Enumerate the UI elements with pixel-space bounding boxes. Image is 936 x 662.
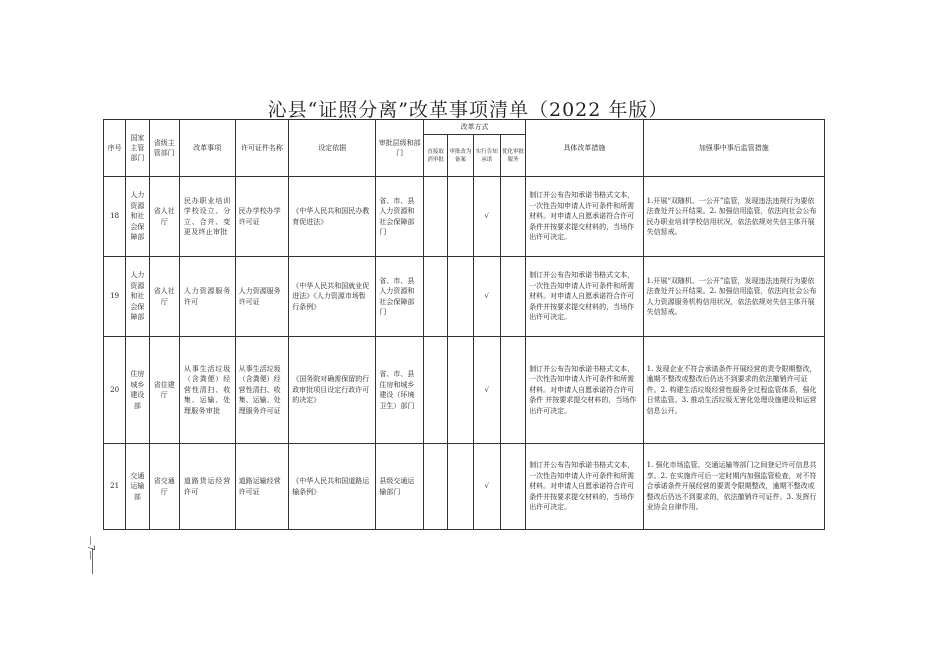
cell-national: 住房城乡建设部	[126, 337, 149, 444]
header-supervision: 加强事中事后监管措施	[643, 120, 824, 177]
cell-provincial: 省人社厅	[149, 257, 179, 337]
header-method-promise: 实行告知承诺	[473, 135, 500, 177]
cell-mark-cancel	[423, 257, 447, 337]
header-item: 改革事项	[179, 120, 235, 177]
header-license-name: 许可证件名称	[235, 120, 289, 177]
cell-basis: 《中华人民共和国就业促进法》《人力资源市场暂行条例》	[289, 257, 376, 337]
header-basis: 设定依据	[289, 120, 376, 177]
table-row	[104, 177, 825, 257]
cell-mark-promise: √	[473, 257, 500, 337]
cell-mark-promise: √	[473, 177, 500, 257]
cell-item: 道路货运经营许可	[179, 444, 235, 530]
cell-supervision: 1. 发现企业不符合承诺条件开展经营的责令限期整改，逾期不整改或整改后仍达不到要求的依法撤销许可证件。2. 构建生活垃圾经营性服务全过程监管体系，强化日常监管。3. 推动生活垃圾无害化处理设施建设和运营信息公开。	[643, 337, 824, 444]
cell-mark-optimize	[500, 257, 525, 337]
cell-measures: 制订并公布告知承诺书格式文本，一次性告知申请人许可条件和所需材料。对申请人自愿承诺符合许可条件并按要求提交材料的，当场作出许可决定。	[526, 257, 643, 337]
cell-mark-optimize	[500, 337, 525, 444]
cell-basis: 《中华人民共和国道路运输条例》	[289, 444, 376, 530]
cell-level: 省、市、县人力资源和社会保障部门	[376, 177, 424, 257]
reform-items-table	[103, 119, 825, 530]
cell-item: 人力资源服务许可	[179, 257, 235, 337]
header-method-optimize: 优化审批服务	[500, 135, 525, 177]
cell-mark-record	[448, 257, 473, 337]
cell-national: 交通运输部	[126, 444, 149, 530]
cell-level: 省、市、县住房和城乡建设（环境卫生）部门	[376, 337, 424, 444]
cell-mark-optimize	[500, 444, 525, 530]
cell-national: 人力资源和社会保障部	[126, 257, 149, 337]
cell-mark-promise: √	[473, 337, 500, 444]
cell-mark-cancel	[423, 177, 447, 257]
cell-item: 从事生活垃圾（含粪便）经营性清扫、收集、运输、处理服务审批	[179, 337, 235, 444]
header-method-record: 审批改为备案	[448, 135, 473, 177]
cell-seq: 18	[104, 177, 126, 257]
cell-seq: 21	[104, 444, 126, 530]
cell-national: 人力资源和社会保障部	[126, 177, 149, 257]
cell-supervision: 1.开展“双随机、一公开”监管，发现违法违规行为要依法查处并公开结果。2. 加强信用监管，依法向社会公布民办职业培训学校信用状况，依法依规对失信主体开展失信惩戒。	[643, 177, 824, 257]
document-title: 沁县“证照分离”改革事项清单（2022 年版）	[267, 99, 669, 121]
cell-measures: 制订并公布告知承诺书格式文本，一次性告知申请人许可条件和所需材料。对申请人自愿承诺符合许可条件并按要求提交材料的，当场作出许可决定。	[526, 177, 643, 257]
cell-provincial: 省人社厅	[149, 177, 179, 257]
header-method: 改革方式	[423, 120, 525, 135]
cell-mark-record	[448, 337, 473, 444]
cell-basis: 《中华人民共和国民办教育促进法》	[289, 177, 376, 257]
header-level: 审批层级和部门	[376, 120, 424, 177]
cell-provincial: 省交通厅	[149, 444, 179, 530]
cell-license: 民办学校办学许可证	[235, 177, 289, 257]
cell-supervision: 1.开展“双随机、一公开”监管，发现违法违规行为要依法查处并公开结果。2. 加强信用监管，依法向社会公布人力资源服务机构信用状况，依法依规对失信主体开展失信惩戒。	[643, 257, 824, 337]
table-row	[104, 337, 825, 444]
cell-mark-cancel	[423, 444, 447, 530]
cell-provincial: 省住建厅	[149, 337, 179, 444]
cell-license: 从事生活垃圾（含粪便）经营性清扫、收集、运输、处理服务许可证	[235, 337, 289, 444]
cell-mark-record	[448, 444, 473, 530]
page-number: —7—	[85, 536, 95, 560]
cell-measures: 制订并公布告知承诺书格式文本，一次性告知申请人许可条件和所需材料。对申请人自愿承诺符合许可条件并按要求提交材料的，当场作出许可决定。	[526, 444, 643, 530]
cell-measures: 制订并公布告知承诺书格式文本，一次性告知申请人许可条件和所需材料。对申请人自愿承诺符合许可条件 并按要求提交材料的，当场作出许可决定。	[526, 337, 643, 444]
cell-mark-promise: √	[473, 444, 500, 530]
cell-seq: 19	[104, 257, 126, 337]
cell-license: 道路运输经营许可证	[235, 444, 289, 530]
table-row	[104, 257, 825, 337]
cell-mark-cancel	[423, 337, 447, 444]
cell-level: 省、市、县人力资源和社会保障部门	[376, 257, 424, 337]
cell-mark-optimize	[500, 177, 525, 257]
cell-license: 人力资源服务许可证	[235, 257, 289, 337]
cell-seq: 20	[104, 337, 126, 444]
header-national-dept: 国家主管部门	[126, 120, 149, 177]
header-provincial-dept: 省级主管部门	[149, 120, 179, 177]
cell-supervision: 1. 强化市场监管、交通运输等部门之间登记许可信息共享。2. 在实施许可后一定时期内加强监管检查，对不符合承诺条件开展经营的要责令限期整改，逾期不整改或整改后仍达不到要求的，依法撤销许可证件。3. 发挥行业协会自律作用。	[643, 444, 824, 530]
cell-level: 县级交通运输部门	[376, 444, 424, 530]
cell-item: 民办职业培训学校设立、分立、合并、变更及终止审批	[179, 177, 235, 257]
cell-mark-record	[448, 177, 473, 257]
header-method-cancel: 直接取消审批	[423, 135, 447, 177]
header-seq: 序号	[104, 120, 126, 177]
table-row	[104, 444, 825, 530]
header-measures: 具体改革措施	[526, 120, 643, 177]
cell-basis: 《国务院对确需保留的行政审批项目设定行政许可的决定》	[289, 337, 376, 444]
